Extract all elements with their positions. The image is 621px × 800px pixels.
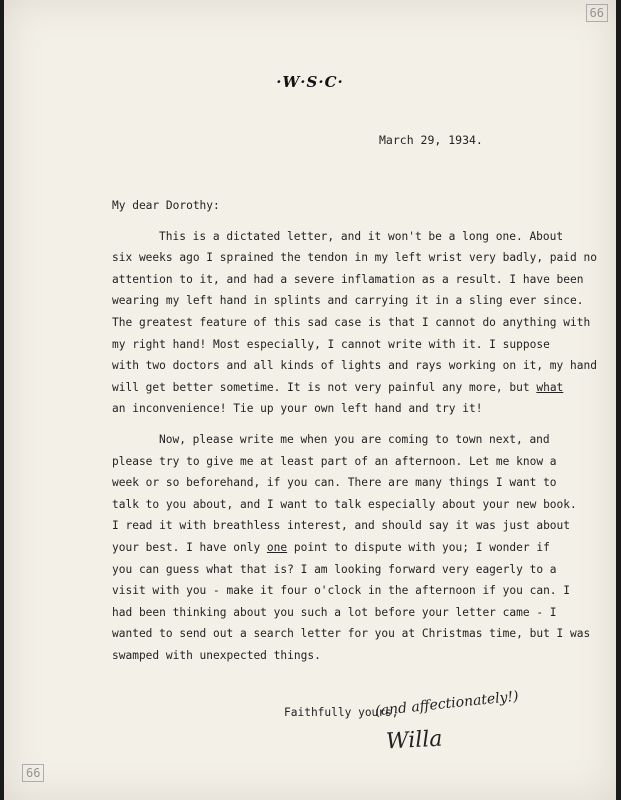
text-line: Now, please write me when you are coming to town next, and: [159, 432, 550, 446]
text-line: please try to give me at least part of an afternoon. Let me know a: [112, 454, 557, 468]
letterhead-monogram: ·W·S·C·: [276, 73, 344, 91]
text-line: attention to it, and had a severe inflamation as a result. I have been: [112, 272, 584, 286]
text-line: with two doctors and all kinds of lights and rays working on it, my hand: [112, 359, 597, 373]
text-line: visit with you - make it four o'clock in the afternoon if you can. I: [112, 584, 571, 598]
letter-body: [112, 195, 597, 666]
underlined-word: what: [536, 380, 564, 394]
letter-page: [4, 0, 616, 800]
paragraph-2: [112, 429, 592, 667]
text-line: will get better sometime. It is not very painful any more, but what: [112, 380, 564, 394]
text-line: wearing my left hand in splints and carrying it in a sling ever since.: [112, 294, 584, 308]
text-line: The greatest feature of this sad case is that I cannot do anything with: [112, 315, 591, 329]
text-line: my right hand! Most especially, I cannot write with it. I suppose: [112, 337, 550, 351]
salutation: My dear Dorothy:: [112, 199, 220, 212]
signature: Willa: [385, 726, 444, 755]
letter-date: March 29, 1934.: [379, 133, 483, 147]
archive-number-stamp: 66: [22, 764, 44, 782]
archive-number-stamp: 66: [586, 4, 608, 22]
text-line: had been thinking about you such a lot before your letter came - I: [112, 605, 557, 619]
text-line: This is a dictated letter, and it won't be a long one. About: [159, 229, 564, 243]
paragraph-1: [112, 226, 597, 420]
text-line: talk to you about, and I want to talk especially about your new book.: [112, 497, 577, 511]
closing: Faithfully yours,: [284, 706, 399, 719]
text-line: week or so beforehand, if you can. There are many things I want to: [112, 476, 557, 490]
text-line: six weeks ago I sprained the tendon in my left wrist very badly, paid no: [112, 251, 597, 265]
underlined-word: one: [266, 540, 288, 554]
text-line: wanted to send out a search letter for you at Christmas time, but I was: [112, 627, 591, 641]
text-line: you can guess what that is? I am looking forward very eagerly to a: [112, 562, 557, 576]
text-line: I read it with breathless interest, and should say it was just about: [112, 519, 571, 533]
text-line: your best. I have only one point to dispute with you; I wonder if: [112, 540, 550, 554]
text-line: an inconvenience! Tie up your own left hand and try it!: [112, 402, 483, 416]
handwritten-note: (and affectionately!): [374, 688, 520, 720]
text-line: swamped with unexpected things.: [112, 648, 321, 662]
